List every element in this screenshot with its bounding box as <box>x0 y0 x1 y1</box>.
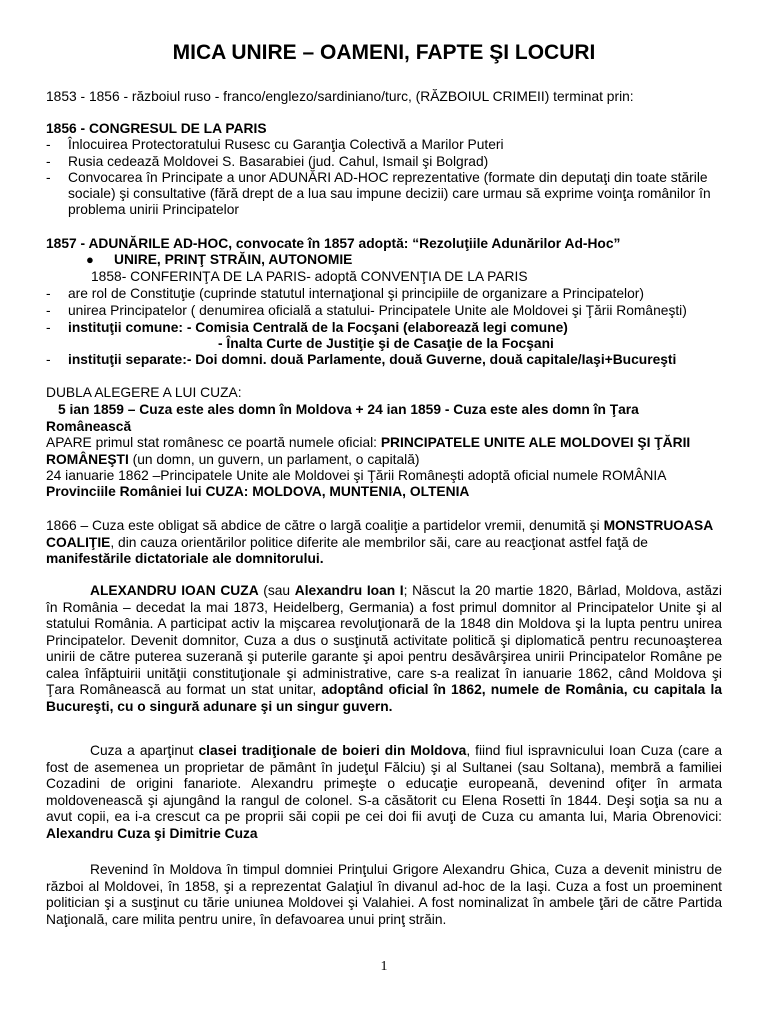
abdicare-paragraph: 1866 – Cuza este obligat să abdice de către o largă coaliţie a partidelor vremii, denumită şi MONSTRUOASA COALIŢIE, din cauza orientărilor politice diferite ale membrilor săi, care au reacţionat astfel faţă de manifestările dictatoriale ale domnitorului. <box>46 518 714 566</box>
conferinta-line: 1858- CONFERINŢA DE LA PARIS- adoptă CONVENŢIA DE LA PARIS <box>91 269 528 284</box>
intro-line: 1853 - 1856 - războiul ruso - franco/englezo/sardiniano/turc, (RĂZBOIUL CRIMEII) terminat prin: <box>46 89 634 104</box>
bullet-icon: ● <box>86 252 94 267</box>
page-title: MICA UNIRE – OAMENI, FAPTE ŞI LOCURI <box>172 41 596 64</box>
dash-marker: - <box>46 170 51 185</box>
conventie-item: are rol de Constituţie (cuprinde statutul internaţional şi principiile de organizare a Principatelor) <box>68 286 644 301</box>
adhoc-bullet: UNIRE, PRINŢ STRĂIN, AUTONOMIE <box>114 252 353 267</box>
institutii-separate: instituţii separate:- Doi domni. două Parlamente, două Guverne, două capitale/Iaşi+Bucureşti <box>68 352 677 367</box>
congres-item: problema unirii Principatelor <box>68 202 240 217</box>
ian1862-line: 24 ianuarie 1862 –Principatele Unite ale Moldovei şi Ţării Româneşti adoptă oficial numele ROMÂNIA <box>46 468 667 483</box>
dash-marker: - <box>46 154 51 169</box>
dubla-heading: DUBLA ALEGERE A LUI CUZA: <box>46 385 242 400</box>
dash-marker: - <box>46 352 51 367</box>
dash-marker: - <box>46 286 51 301</box>
institutii-comune: instituţii comune: - Comisia Centrală de la Focşani (elaborează legi comune) <box>68 320 568 335</box>
adhoc-heading: 1857 - ADUNĂRILE AD-HOC, convocate în 1857 adoptă: “Rezoluţiile Adunărilor Ad-Hoc” <box>46 236 621 251</box>
bio-paragraph-2: Cuza a aparţinut clasei tradiţionale de boieri din Moldova, fiind fiul ispravnicului Ioan Cuza (care a fost de asemenea un proprietar de pământ în judeţul Fălciu) şi al Sultanei (sau Soltana), membră a familiei Cozadini de origini fanariote. Alexandru primeşte o educaţie europeană, devenind ofiţer în armata moldovenească şi ajungând la rangul de colonel. S-a căsătorit cu Elena Rosetti în 1844. Deşi soţia sa nu a avut copii, ea i-a crescut ca pe proprii săi copii pe cei doi fii avuţi de Cuza cu amanta lui, Maria Obrenovici: Alexandru Cuza şi Dimitrie Cuza <box>46 743 722 841</box>
bio-paragraph-1: ALEXANDRU IOAN CUZA (sau Alexandru Ioan I; Născut la 20 martie 1820, Bârlad, Moldova, astăzi în România – decedat la mai 1873, Heidelberg, Germania) a fost primul domnitor al Principatelor Unite şi al statului România. A participat activ la mişcarea revoluţionară de la 1848 din Moldova şi la lupta pentru unirea Principatelor. Devenit domnitor, Cuza a dus o susţinută activitate politică şi diplomatică pentru recunoaşterea unirii de către puterea suzerană şi puterile garante şi apoi pentru desăvârşirea unirii Principatelor Române pe calea înfăptuirii unităţii constituţionale şi administrative, care s-a realizat în ianuarie 1862, când Moldova şi Ţara Românească au format un stat unitar, adoptând oficial în 1862, numele de România, cu capitala la Bucureşti, cu o singură adunare şi un singur guvern. <box>46 583 723 714</box>
congres-item: Înlocuirea Protectoratului Rusesc cu Garanţia Colectivă a Marilor Puteri <box>68 137 504 152</box>
dash-marker: - <box>46 320 51 335</box>
institutii-comune-2: - Înalta Curte de Justiţie şi de Casaţie de la Focşani <box>218 336 554 351</box>
dash-marker: - <box>46 303 51 318</box>
congres-heading: 1856 - CONGRESUL DE LA PARIS <box>46 121 267 136</box>
congres-item: sociale) şi consultative (fără drept de a lua sau impune decizii) care urmau să exprime voinţa românilor în <box>68 186 711 201</box>
congres-item: Rusia cedează Moldovei S. Basarabiei (jud. Cahul, Ismail şi Bolgrad) <box>68 154 489 169</box>
conventie-item: unirea Principatelor ( denumirea oficială a statului- Principatele Unite ale Moldovei şi Ţării Româneşti) <box>68 303 687 318</box>
provincii-line: Provinciile României lui CUZA: MOLDOVA, MUNTENIA, OLTENIA <box>46 484 470 499</box>
bio-paragraph-3: Revenind în Moldova în timpul domniei Prinţului Grigore Alexandru Ghica, Cuza a devenit ministru de război al Moldovei, în 1858, şi a reprezentat Galaţiul în divanul ad-hoc de la Iaşi. Cuza a fost un proeminent politician şi a susţinut cu tărie uniunea Moldovei şi Valahiei. A fost nominalizat în ambele ţări de către Partida Naţională, care milita pentru unire, în defavoarea unui prinţ străin. <box>46 862 722 927</box>
congres-item: Convocarea în Principate a unor ADUNĂRI AD-HOC reprezentative (formate din deputaţi din toate stările <box>68 170 708 185</box>
dubla-line: 5 ian 1859 – Cuza este ales domn în Moldova + 24 ian 1859 - Cuza este ales domn în Ţara Românească <box>46 402 639 434</box>
dash-marker: - <box>46 137 51 152</box>
apare-paragraph: APARE primul stat românesc ce poartă numele oficial: PRINCIPATELE UNITE ALE MOLDOVEI ŞI ŢĂRII ROMÂNEŞTI (un domn, un guvern, un parlament, o capitală) <box>46 435 691 467</box>
page-number: 1 <box>380 959 388 974</box>
